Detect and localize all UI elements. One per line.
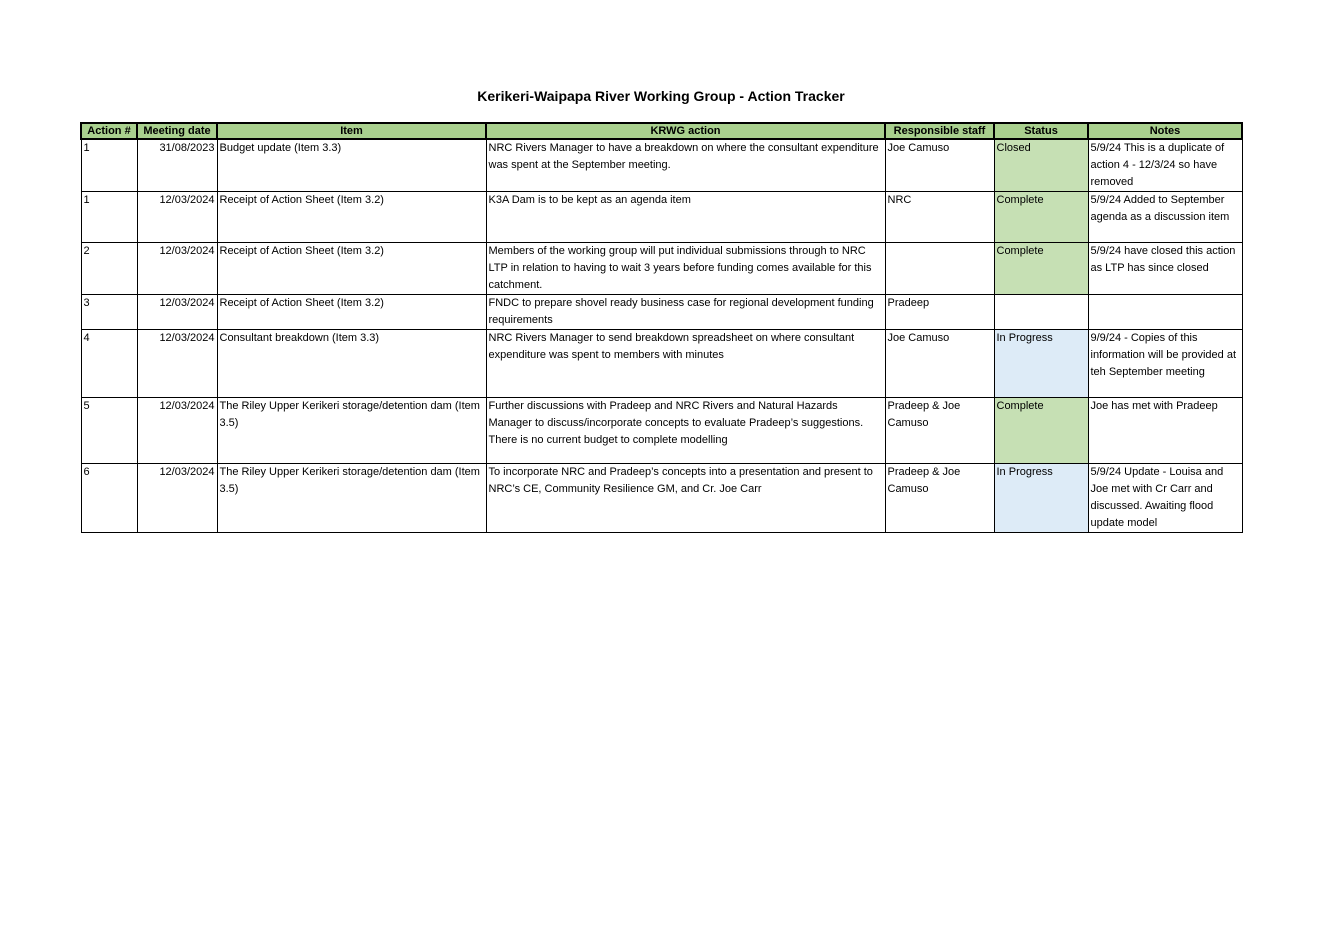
cell-item: The Riley Upper Kerikeri storage/detention dam (Item 3.5): [217, 464, 486, 533]
cell-notes: 9/9/24 - Copies of this information will be provided at teh September meeting: [1088, 330, 1242, 398]
cell-krwg-action: K3A Dam is to be kept as an agenda item: [486, 192, 885, 243]
cell-item: Receipt of Action Sheet (Item 3.2): [217, 243, 486, 295]
cell-meeting-date: 12/03/2024: [137, 330, 217, 398]
cell-meeting-date: 31/08/2023: [137, 139, 217, 192]
cell-notes: 5/9/24 have closed this action as LTP has since closed: [1088, 243, 1242, 295]
cell-action-number: 1: [81, 139, 137, 192]
cell-status: Complete: [994, 398, 1088, 464]
action-tracker-table: [80, 122, 1243, 533]
cell-krwg-action: To incorporate NRC and Pradeep’s concepts into a presentation and present to NRC’s CE, Community Resilience GM, and Cr. Joe Carr: [486, 464, 885, 533]
header-meeting-date: Meeting date: [137, 123, 217, 139]
cell-status: Closed: [994, 139, 1088, 192]
cell-status: In Progress: [994, 330, 1088, 398]
cell-notes: 5/9/24 Update - Louisa and Joe met with Cr Carr and discussed. Awaiting flood update model: [1088, 464, 1242, 533]
cell-responsible-staff: Joe Camuso: [885, 330, 994, 398]
table-row: [81, 139, 1242, 192]
cell-krwg-action: NRC Rivers Manager to have a breakdown on where the consultant expenditure was spent at the September meeting.: [486, 139, 885, 192]
cell-action-number: 4: [81, 330, 137, 398]
header-notes: Notes: [1088, 123, 1242, 139]
table-row: [81, 243, 1242, 295]
cell-action-number: 2: [81, 243, 137, 295]
cell-item: Consultant breakdown (Item 3.3): [217, 330, 486, 398]
header-item: Item: [217, 123, 486, 139]
header-action-number: Action #: [81, 123, 137, 139]
cell-krwg-action: NRC Rivers Manager to send breakdown spreadsheet on where consultant expenditure was spent to members with minutes: [486, 330, 885, 398]
cell-krwg-action: Further discussions with Pradeep and NRC Rivers and Natural Hazards Manager to discuss/incorporate concepts to evaluate Pradeep’s suggestions. There is no current budget to complete modelling: [486, 398, 885, 464]
cell-responsible-staff: Pradeep: [885, 295, 994, 330]
table-row: [81, 295, 1242, 330]
cell-action-number: 5: [81, 398, 137, 464]
cell-responsible-staff: Joe Camuso: [885, 139, 994, 192]
cell-status: In Progress: [994, 464, 1088, 533]
cell-responsible-staff: NRC: [885, 192, 994, 243]
cell-notes: 5/9/24 Added to September agenda as a discussion item: [1088, 192, 1242, 243]
cell-item: Receipt of Action Sheet (Item 3.2): [217, 295, 486, 330]
table-row: [81, 330, 1242, 398]
cell-action-number: 1: [81, 192, 137, 243]
cell-item: The Riley Upper Kerikeri storage/detention dam (Item 3.5): [217, 398, 486, 464]
cell-krwg-action: Members of the working group will put individual submissions through to NRC LTP in relation to having to wait 3 years before funding comes available for this catchment.: [486, 243, 885, 295]
header-responsible-staff: Responsible staff: [885, 123, 994, 139]
cell-item: Receipt of Action Sheet (Item 3.2): [217, 192, 486, 243]
cell-meeting-date: 12/03/2024: [137, 192, 217, 243]
cell-meeting-date: 12/03/2024: [137, 464, 217, 533]
cell-notes: 5/9/24 This is a duplicate of action 4 - 12/3/24 so have removed: [1088, 139, 1242, 192]
cell-responsible-staff: Pradeep & Joe Camuso: [885, 398, 994, 464]
cell-krwg-action: FNDC to prepare shovel ready business case for regional development funding requirements: [486, 295, 885, 330]
cell-meeting-date: 12/03/2024: [137, 243, 217, 295]
cell-action-number: 3: [81, 295, 137, 330]
table-row: [81, 464, 1242, 533]
page-title: Kerikeri-Waipapa River Working Group - Action Tracker: [477, 88, 845, 104]
cell-status: Complete: [994, 243, 1088, 295]
cell-action-number: 6: [81, 464, 137, 533]
header-row: [81, 123, 1242, 139]
table-row: [81, 192, 1242, 243]
header-krwg-action: KRWG action: [486, 123, 885, 139]
table-row: [81, 398, 1242, 464]
cell-responsible-staff: Pradeep & Joe Camuso: [885, 464, 994, 533]
cell-responsible-staff: [885, 243, 994, 295]
header-status: Status: [994, 123, 1088, 139]
cell-notes: [1088, 295, 1242, 330]
cell-meeting-date: 12/03/2024: [137, 295, 217, 330]
cell-status: [994, 295, 1088, 330]
cell-meeting-date: 12/03/2024: [137, 398, 217, 464]
cell-item: Budget update (Item 3.3): [217, 139, 486, 192]
cell-status: Complete: [994, 192, 1088, 243]
cell-notes: Joe has met with Pradeep: [1088, 398, 1242, 464]
